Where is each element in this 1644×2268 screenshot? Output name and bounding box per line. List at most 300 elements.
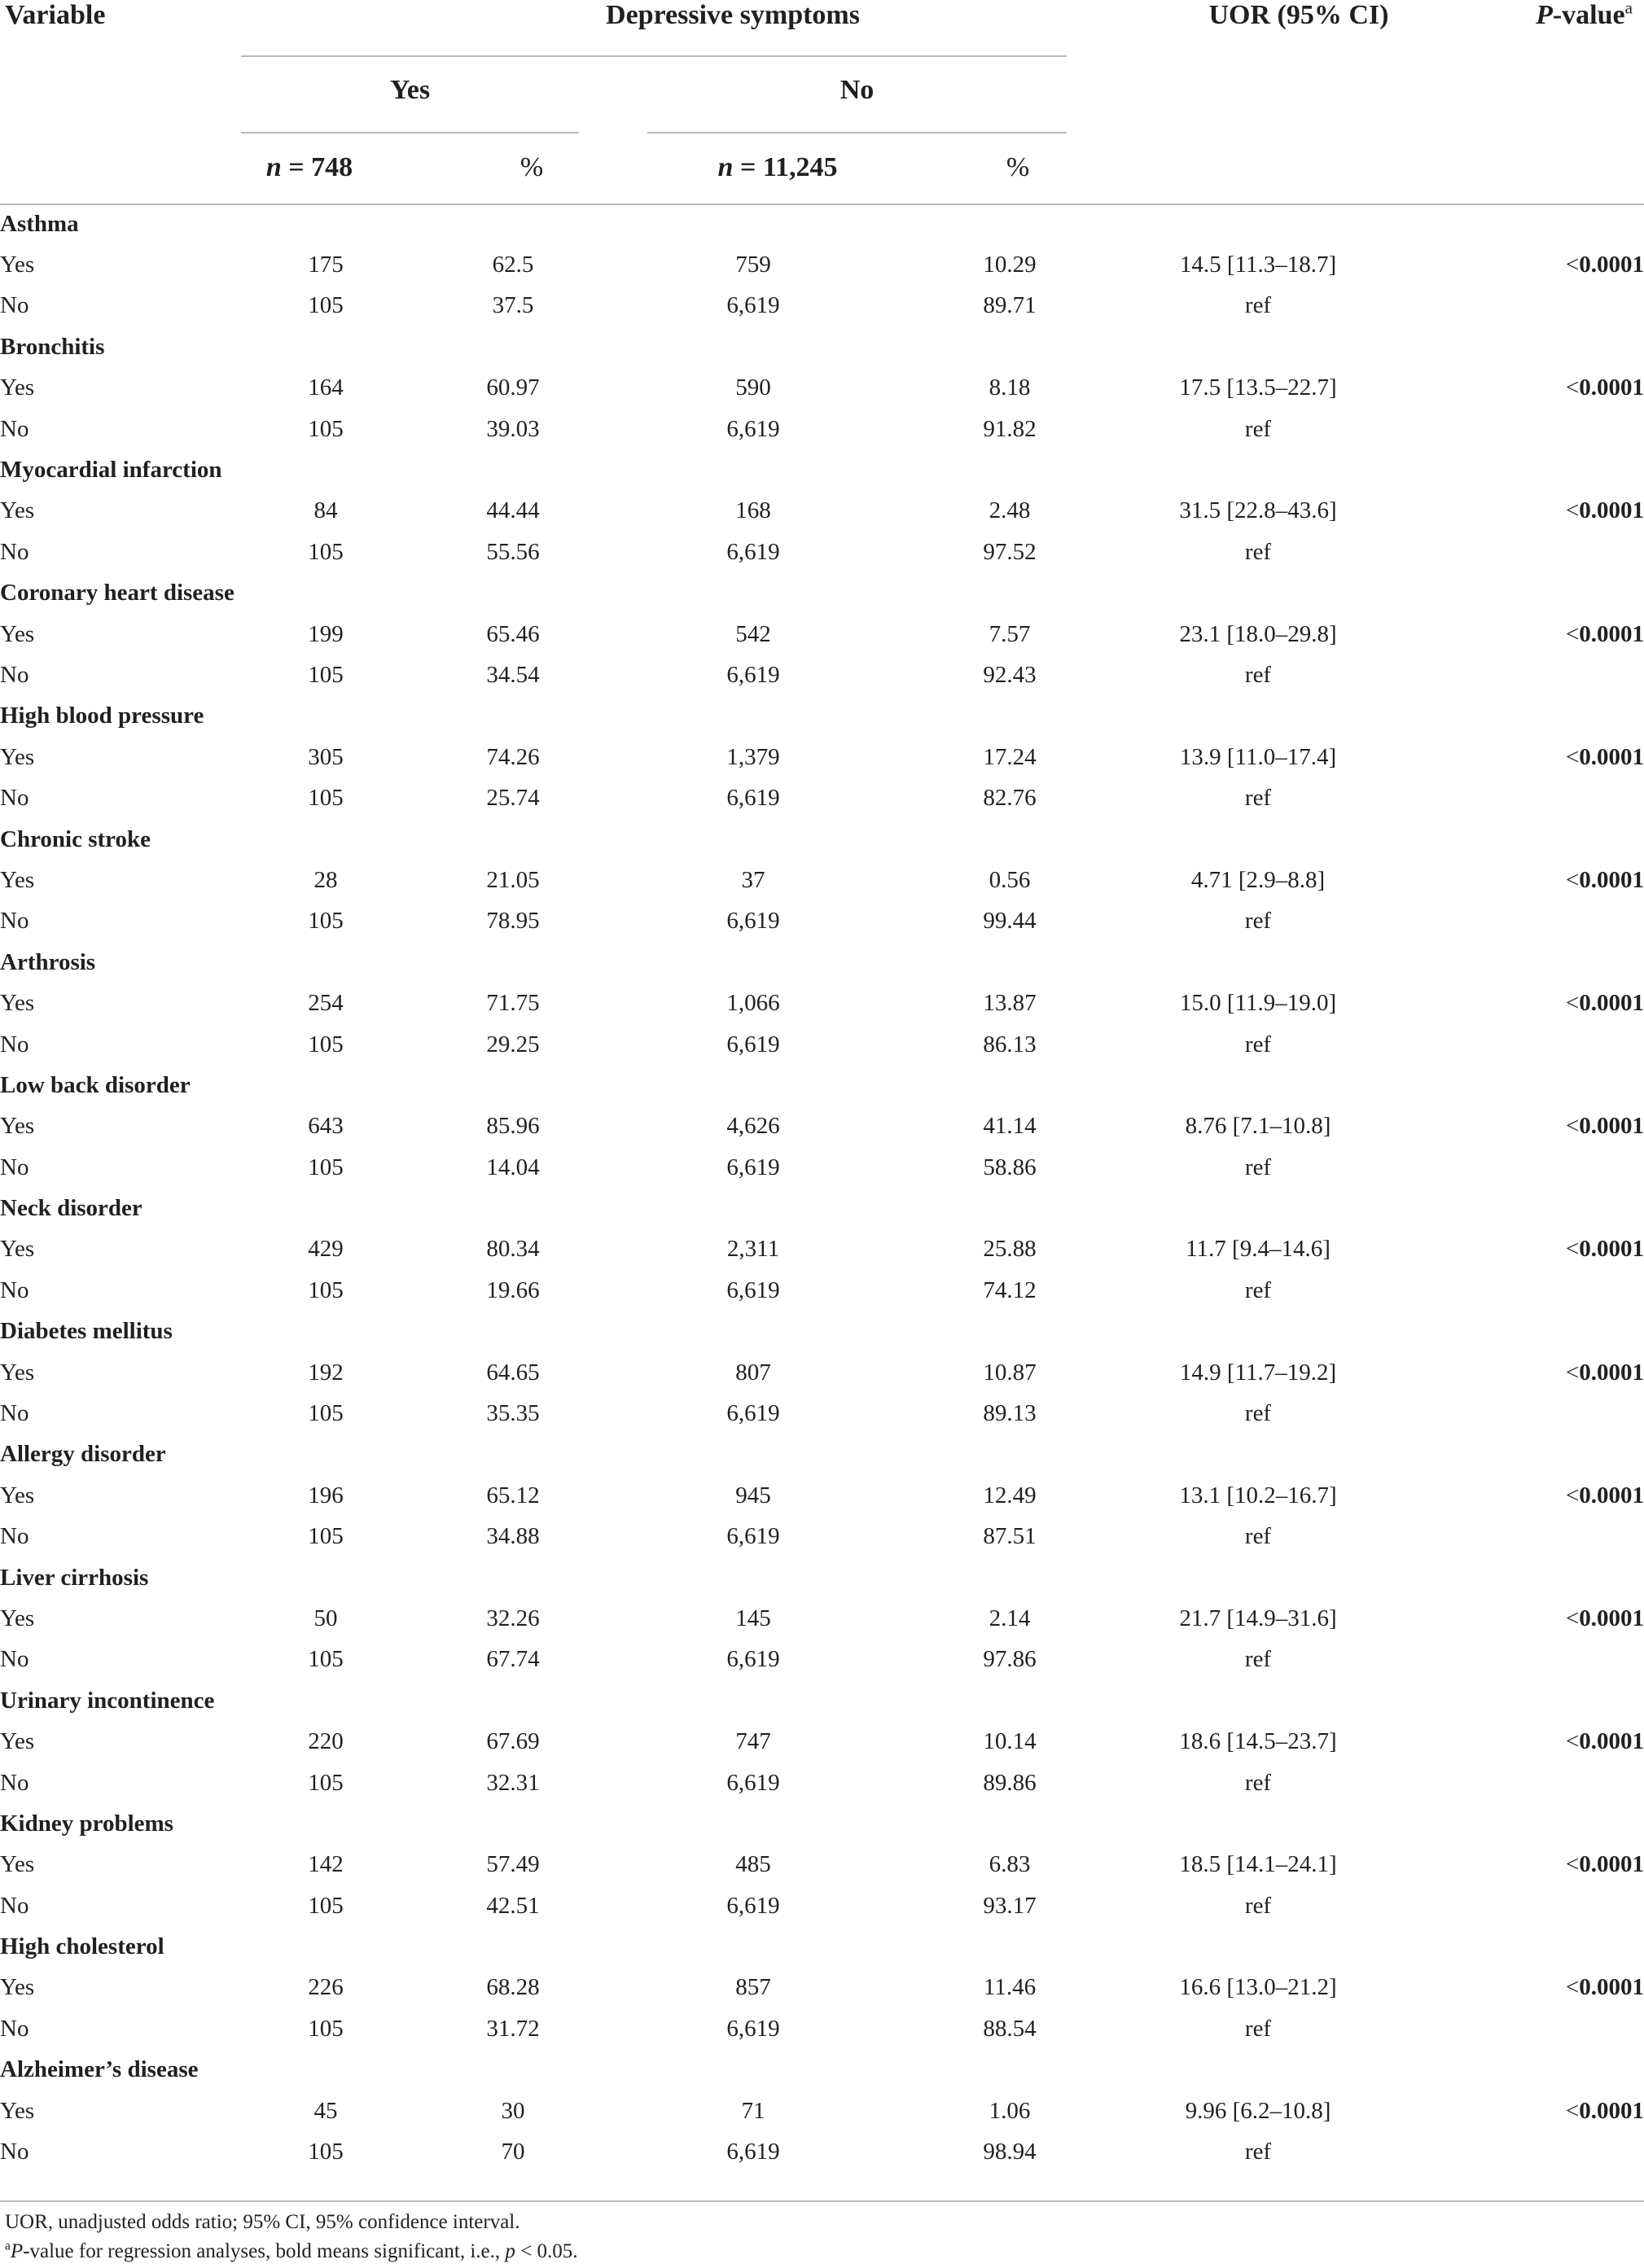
- no-n-cell: 6,619: [726, 1769, 780, 1796]
- yes-pct-cell: 25.74: [486, 785, 540, 812]
- footnote-abbreviations: UOR, unadjusted odds ratio; 95% CI, 95% confidence interval.: [5, 2211, 520, 2233]
- no-n-cell: 6,619: [726, 1892, 780, 1919]
- no-n-cell: 6,619: [726, 415, 780, 442]
- uor-cell: 11.7 [9.4–14.6]: [1186, 1236, 1331, 1263]
- group-label: High blood pressure: [0, 703, 204, 729]
- group-label: Bronchitis: [0, 333, 105, 360]
- no-n-cell: 2,311: [726, 1236, 780, 1263]
- pvalue-cell: [1384, 532, 1644, 572]
- header-yes-group: Yes: [389, 75, 431, 105]
- uor-cell: 13.1 [10.2–16.7]: [1179, 1482, 1337, 1508]
- header-no-n-value: = 11,245: [739, 152, 838, 182]
- table-row: [0, 1968, 1644, 2008]
- uor-cell: ref: [1244, 415, 1272, 442]
- yes-n-cell: 105: [308, 1523, 344, 1550]
- row-label: No: [0, 1400, 29, 1427]
- pvalue-symbol: <: [1565, 1605, 1580, 1631]
- table-row: [0, 1475, 1644, 1516]
- no-pct-cell: 0.56: [989, 866, 1031, 893]
- no-pct-cell: 92.43: [983, 661, 1037, 688]
- group-label: Diabetes mellitus: [0, 1318, 173, 1345]
- pvalue-symbol: <: [1565, 1974, 1580, 2001]
- row-label: No: [0, 1769, 29, 1796]
- no-n-cell: 542: [735, 620, 771, 647]
- pvalue-cell: [1384, 777, 1644, 818]
- no-n-cell: 6,619: [726, 661, 780, 688]
- no-n-cell: 485: [735, 1851, 771, 1878]
- footnote-pvalue: [5, 2240, 577, 2263]
- uor-cell: ref: [1244, 2015, 1272, 2042]
- pvalue-symbol: <: [1565, 620, 1580, 647]
- yes-pct-cell: 57.49: [486, 1851, 540, 1878]
- group-label: Liver cirrhosis: [0, 1564, 149, 1591]
- pvalue-symbol: <: [1565, 1113, 1580, 1140]
- uor-cell: ref: [1244, 538, 1272, 565]
- table-row: [0, 1024, 1644, 1065]
- no-n-cell: 145: [735, 1605, 771, 1631]
- group-row: [0, 204, 1644, 244]
- table-body: [0, 204, 1644, 2173]
- group-row: [0, 819, 1644, 860]
- group-row: [0, 326, 1644, 367]
- yes-pct-cell: 71.75: [486, 990, 540, 1017]
- pvalue-cell: [1384, 1968, 1644, 2008]
- pvalue-symbol: <: [1565, 743, 1580, 770]
- yes-pct-cell: 70: [501, 2139, 525, 2165]
- row-label: Yes: [0, 1728, 35, 1755]
- group-label: Low back disorder: [0, 1071, 191, 1098]
- pvalue-cell: [1384, 1845, 1644, 1885]
- pvalue-number: 0.0001: [1579, 1359, 1644, 1386]
- row-label: No: [0, 1276, 29, 1303]
- table-row: [0, 614, 1644, 655]
- pvalue-symbol: <: [1565, 252, 1580, 278]
- table-row: [0, 2008, 1644, 2049]
- yes-n-cell: 105: [308, 538, 344, 565]
- no-n-cell: 6,619: [726, 908, 780, 935]
- pvalue-cell: [1384, 1270, 1644, 1311]
- uor-cell: ref: [1244, 292, 1272, 319]
- group-label: Kidney problems: [0, 1810, 173, 1837]
- no-n-cell: 6,619: [726, 2015, 780, 2042]
- header-yes-pct: %: [520, 152, 544, 182]
- yes-n-cell: 142: [308, 1851, 344, 1878]
- yes-pct-cell: 65.12: [486, 1482, 540, 1508]
- yes-n-cell: 105: [308, 2015, 344, 2042]
- pvalue-number: 0.0001: [1579, 990, 1644, 1017]
- row-label: No: [0, 785, 29, 812]
- no-pct-cell: 41.14: [983, 1113, 1037, 1140]
- header-no-group: No: [840, 75, 875, 105]
- no-pct-cell: 99.44: [983, 908, 1037, 935]
- no-pct-cell: 10.14: [983, 1728, 1037, 1755]
- yes-n-cell: 105: [308, 1154, 344, 1180]
- no-n-cell: 6,619: [726, 785, 780, 812]
- yes-n-cell: 305: [308, 743, 344, 770]
- no-pct-cell: 6.83: [989, 1851, 1031, 1878]
- table-row: [0, 1106, 1644, 1147]
- no-pct-cell: 11.46: [983, 1974, 1037, 2001]
- pvalue-cell: [1384, 1640, 1644, 1680]
- group-row: [0, 696, 1644, 737]
- yes-n-cell: 105: [308, 292, 344, 319]
- footnote-sup: a: [5, 2239, 11, 2253]
- table-row: [0, 532, 1644, 572]
- pvalue-cell: [1384, 286, 1644, 326]
- pvalue-symbol: <: [1565, 2097, 1580, 2124]
- table-row: [0, 1517, 1644, 1557]
- yes-pct-cell: 60.97: [486, 374, 540, 401]
- yes-pct-cell: 80.34: [486, 1236, 540, 1263]
- group-row: [0, 1434, 1644, 1475]
- yes-n-cell: 105: [308, 661, 344, 688]
- group-row: [0, 942, 1644, 983]
- yes-pct-cell: 34.54: [486, 661, 540, 688]
- yes-n-cell: 105: [308, 785, 344, 812]
- yes-pct-cell: 35.35: [486, 1400, 540, 1427]
- yes-pct-cell: 62.5: [492, 252, 534, 278]
- uor-cell: 14.5 [11.3–18.7]: [1179, 252, 1337, 278]
- group-row: [0, 1065, 1644, 1106]
- no-n-cell: 857: [735, 1974, 771, 2001]
- group-label: Arthrosis: [0, 948, 96, 975]
- group-row: [0, 1188, 1644, 1228]
- no-pct-cell: 13.87: [983, 990, 1037, 1017]
- yes-n-cell: 196: [308, 1482, 344, 1508]
- no-n-cell: 945: [735, 1482, 771, 1508]
- yes-n-cell: 175: [308, 252, 344, 278]
- row-label: Yes: [0, 497, 35, 524]
- table-row: [0, 1598, 1644, 1639]
- yes-pct-cell: 78.95: [486, 908, 540, 935]
- header-no-n-italic: n: [717, 152, 734, 182]
- table-row: [0, 1147, 1644, 1188]
- pvalue-cell: [1384, 614, 1644, 655]
- header-no-pct: %: [1006, 152, 1030, 182]
- yes-pct-cell: 55.56: [486, 538, 540, 565]
- no-pct-cell: 89.71: [983, 292, 1037, 319]
- no-pct-cell: 2.14: [989, 1605, 1031, 1631]
- pvalue-cell: [1384, 368, 1644, 409]
- uor-cell: ref: [1244, 1892, 1272, 1919]
- group-label: High cholesterol: [0, 1933, 164, 1960]
- group-row: [0, 1311, 1644, 1352]
- yes-n-cell: 105: [308, 1769, 344, 1796]
- uor-cell: 14.9 [11.7–19.2]: [1179, 1359, 1337, 1386]
- no-pct-cell: 91.82: [983, 415, 1037, 442]
- no-pct-cell: 1.06: [989, 2097, 1031, 2124]
- pvalue-symbol: <: [1565, 990, 1580, 1017]
- no-pct-cell: 93.17: [983, 1892, 1037, 1919]
- yes-n-cell: 226: [308, 1974, 344, 2001]
- uor-cell: 4.71 [2.9–8.8]: [1190, 866, 1326, 893]
- table-row: [0, 491, 1644, 532]
- pvalue-number: 0.0001: [1579, 1974, 1644, 2001]
- yes-pct-cell: 32.26: [486, 1605, 540, 1631]
- pvalue-number: 0.0001: [1579, 620, 1644, 647]
- no-pct-cell: 98.94: [983, 2139, 1037, 2165]
- no-pct-cell: 8.18: [989, 374, 1031, 401]
- no-pct-cell: 89.13: [983, 1400, 1037, 1427]
- no-pct-cell: 7.57: [989, 620, 1031, 647]
- no-n-cell: 759: [735, 252, 771, 278]
- pvalue-symbol: <: [1565, 1236, 1580, 1263]
- yes-n-cell: 643: [308, 1113, 344, 1140]
- uor-cell: 18.5 [14.1–24.1]: [1179, 1851, 1337, 1878]
- no-pct-cell: 10.87: [983, 1359, 1037, 1386]
- yes-n-cell: 105: [308, 2139, 344, 2165]
- yes-pct-cell: 14.04: [486, 1154, 540, 1180]
- header-pvalue-sup: a: [1624, 0, 1633, 18]
- pvalue-symbol: <: [1565, 1851, 1580, 1878]
- uor-cell: ref: [1244, 1646, 1272, 1673]
- uor-cell: 23.1 [18.0–29.8]: [1179, 620, 1337, 647]
- yes-n-cell: 105: [308, 1276, 344, 1303]
- pvalue-number: 0.0001: [1579, 1728, 1644, 1755]
- table-row: [0, 409, 1644, 449]
- row-label: Yes: [0, 990, 35, 1017]
- pvalue-number: 0.0001: [1579, 1482, 1644, 1508]
- yes-n-cell: 105: [308, 415, 344, 442]
- uor-cell: 13.9 [11.0–17.4]: [1179, 743, 1337, 770]
- header-pvalue-rest: -value: [1552, 0, 1625, 30]
- rule-no-group: [647, 132, 1067, 134]
- yes-n-cell: 105: [308, 1892, 344, 1919]
- footnote-text: -value for regression analyses, bold means significant, i.e.,: [23, 2240, 506, 2262]
- pvalue-cell: [1384, 860, 1644, 900]
- no-n-cell: 807: [735, 1359, 771, 1386]
- pvalue-number: 0.0001: [1579, 1113, 1644, 1140]
- no-pct-cell: 17.24: [983, 743, 1037, 770]
- pvalue-cell: [1384, 1598, 1644, 1639]
- table-row: [0, 777, 1644, 818]
- row-label: Yes: [0, 252, 35, 278]
- table-row: [0, 1721, 1644, 1762]
- table-row: [0, 1270, 1644, 1311]
- no-n-cell: 6,619: [726, 1400, 780, 1427]
- row-label: No: [0, 1154, 29, 1180]
- table-row: [0, 1640, 1644, 1680]
- pvalue-number: 0.0001: [1579, 497, 1644, 524]
- table-row: [0, 244, 1644, 285]
- rule-table-bottom: [0, 2200, 1644, 2202]
- pvalue-number: 0.0001: [1579, 252, 1644, 278]
- uor-cell: 8.76 [7.1–10.8]: [1185, 1113, 1331, 1140]
- pvalue-number: 0.0001: [1579, 2097, 1644, 2124]
- no-n-cell: 6,619: [726, 1646, 780, 1673]
- pvalue-cell: [1384, 655, 1644, 695]
- rule-depressive-span: [241, 55, 1067, 57]
- yes-pct-cell: 67.74: [486, 1646, 540, 1673]
- group-row: [0, 1926, 1644, 1967]
- pvalue-cell: [1384, 901, 1644, 942]
- pvalue-number: 0.0001: [1579, 866, 1644, 893]
- pvalue-cell: [1384, 1517, 1644, 1557]
- pvalue-cell: [1384, 2091, 1644, 2131]
- uor-cell: 15.0 [11.9–19.0]: [1179, 990, 1337, 1017]
- table-row: [0, 2091, 1644, 2131]
- row-label: No: [0, 661, 29, 688]
- row-label: No: [0, 1646, 29, 1673]
- yes-pct-cell: 37.5: [492, 292, 534, 319]
- pvalue-cell: [1384, 1106, 1644, 1147]
- group-label: Urinary incontinence: [0, 1687, 215, 1714]
- yes-n-cell: 84: [313, 497, 338, 524]
- pvalue-cell: [1384, 244, 1644, 285]
- yes-pct-cell: 68.28: [486, 1974, 540, 2001]
- no-n-cell: 6,619: [726, 1276, 780, 1303]
- table-row: [0, 286, 1644, 326]
- yes-pct-cell: 64.65: [486, 1359, 540, 1386]
- row-label: No: [0, 415, 29, 442]
- group-label: Alzheimer’s disease: [0, 2056, 199, 2083]
- yes-pct-cell: 31.72: [486, 2015, 540, 2042]
- yes-pct-cell: 44.44: [486, 497, 540, 524]
- group-row: [0, 1557, 1644, 1598]
- no-n-cell: 1,379: [726, 743, 780, 770]
- pvalue-cell: [1384, 737, 1644, 777]
- no-n-cell: 6,619: [726, 292, 780, 319]
- no-n-cell: 37: [741, 866, 765, 893]
- uor-cell: ref: [1244, 661, 1272, 688]
- uor-cell: ref: [1244, 1400, 1272, 1427]
- no-n-cell: 168: [735, 497, 771, 524]
- yes-pct-cell: 21.05: [486, 866, 540, 893]
- uor-cell: 18.6 [14.5–23.7]: [1179, 1728, 1337, 1755]
- row-label: No: [0, 538, 29, 565]
- table-row: [0, 983, 1644, 1023]
- row-label: No: [0, 908, 29, 935]
- row-label: Yes: [0, 1605, 35, 1631]
- row-label: No: [0, 1892, 29, 1919]
- header-yes-n: [228, 152, 391, 183]
- pvalue-symbol: <: [1565, 1728, 1580, 1755]
- yes-n-cell: 28: [313, 866, 338, 893]
- uor-cell: ref: [1244, 908, 1272, 935]
- yes-n-cell: 50: [313, 1605, 338, 1631]
- pvalue-cell: [1384, 1762, 1644, 1803]
- no-pct-cell: 87.51: [983, 1523, 1037, 1550]
- group-label: Neck disorder: [0, 1195, 142, 1222]
- yes-n-cell: 220: [308, 1728, 344, 1755]
- header-yes-n-italic: n: [265, 152, 282, 182]
- row-label: No: [0, 2015, 29, 2042]
- row-label: Yes: [0, 1359, 35, 1386]
- pvalue-cell: [1384, 2008, 1644, 2049]
- pvalue-symbol: <: [1565, 1482, 1580, 1508]
- yes-n-cell: 105: [308, 1400, 344, 1427]
- yes-pct-cell: 74.26: [486, 743, 540, 770]
- yes-pct-cell: 67.69: [486, 1728, 540, 1755]
- pvalue-symbol: <: [1565, 374, 1580, 401]
- uor-cell: ref: [1244, 1523, 1272, 1550]
- pvalue-cell: [1384, 1024, 1644, 1065]
- no-pct-cell: 89.86: [983, 1769, 1037, 1796]
- data-table: [0, 204, 1644, 2173]
- no-pct-cell: 58.86: [983, 1154, 1037, 1180]
- header-no-n: [684, 152, 871, 183]
- table-row: [0, 655, 1644, 695]
- footnote-p-lower: p: [505, 2240, 515, 2262]
- no-n-cell: 6,619: [726, 1523, 780, 1550]
- footnote-p-italic: P: [10, 2240, 24, 2262]
- row-label: No: [0, 2139, 29, 2165]
- row-label: Yes: [0, 374, 35, 401]
- yes-n-cell: 429: [308, 1236, 344, 1263]
- no-pct-cell: 10.29: [983, 252, 1037, 278]
- table-row: [0, 1352, 1644, 1393]
- uor-cell: 21.7 [14.9–31.6]: [1179, 1605, 1337, 1631]
- table-row: [0, 1762, 1644, 1803]
- yes-n-cell: 45: [313, 2097, 338, 2124]
- group-label: Asthma: [0, 210, 79, 237]
- pvalue-number: 0.0001: [1579, 743, 1644, 770]
- yes-n-cell: 199: [308, 620, 344, 647]
- row-label: Yes: [0, 2097, 35, 2124]
- pvalue-cell: [1384, 1229, 1644, 1270]
- yes-pct-cell: 42.51: [486, 1892, 540, 1919]
- row-label: Yes: [0, 743, 35, 770]
- table-row: [0, 1885, 1644, 1926]
- uor-cell: 17.5 [13.5–22.7]: [1179, 374, 1337, 401]
- header-pvalue-p: P: [1536, 0, 1553, 30]
- rule-yes-group: [241, 132, 579, 134]
- no-pct-cell: 12.49: [983, 1482, 1037, 1508]
- group-row: [0, 1680, 1644, 1721]
- group-row: [0, 2050, 1644, 2091]
- pvalue-cell: [1384, 983, 1644, 1023]
- table-row: [0, 1845, 1644, 1885]
- row-label: Yes: [0, 1236, 35, 1263]
- yes-pct-cell: 30: [501, 2097, 525, 2124]
- group-label: Coronary heart disease: [0, 580, 235, 606]
- group-label: Myocardial infarction: [0, 457, 222, 484]
- row-label: Yes: [0, 620, 35, 647]
- no-n-cell: 6,619: [726, 538, 780, 565]
- no-n-cell: 4,626: [726, 1113, 780, 1140]
- yes-pct-cell: 39.03: [486, 415, 540, 442]
- no-n-cell: 1,066: [726, 990, 780, 1017]
- pvalue-cell: [1384, 491, 1644, 532]
- pvalue-cell: [1384, 1352, 1644, 1393]
- no-pct-cell: 86.13: [983, 1031, 1037, 1057]
- pvalue-cell: [1384, 1393, 1644, 1434]
- table-row: [0, 901, 1644, 942]
- table-row: [0, 1229, 1644, 1270]
- yes-pct-cell: 29.25: [486, 1031, 540, 1057]
- pvalue-cell: [1384, 1475, 1644, 1516]
- uor-cell: ref: [1244, 785, 1272, 812]
- no-pct-cell: 25.88: [983, 1236, 1037, 1263]
- row-label: No: [0, 1031, 29, 1057]
- yes-n-cell: 164: [308, 374, 344, 401]
- header-depressive-symptoms: Depressive symptoms: [606, 0, 860, 30]
- row-label: Yes: [0, 1974, 35, 2001]
- pvalue-number: 0.0001: [1579, 1236, 1644, 1263]
- row-label: Yes: [0, 1113, 35, 1140]
- no-pct-cell: 2.48: [989, 497, 1031, 524]
- header-uor: UOR (95% CI): [1208, 0, 1389, 30]
- yes-n-cell: 192: [308, 1359, 344, 1386]
- no-n-cell: 6,619: [726, 1154, 780, 1180]
- yes-pct-cell: 34.88: [486, 1523, 540, 1550]
- uor-cell: ref: [1244, 1154, 1272, 1180]
- pvalue-cell: [1384, 2131, 1644, 2172]
- uor-cell: 16.6 [13.0–21.2]: [1179, 1974, 1337, 2001]
- no-pct-cell: 97.52: [983, 538, 1037, 565]
- pvalue-number: 0.0001: [1579, 374, 1644, 401]
- uor-cell: ref: [1244, 1769, 1272, 1796]
